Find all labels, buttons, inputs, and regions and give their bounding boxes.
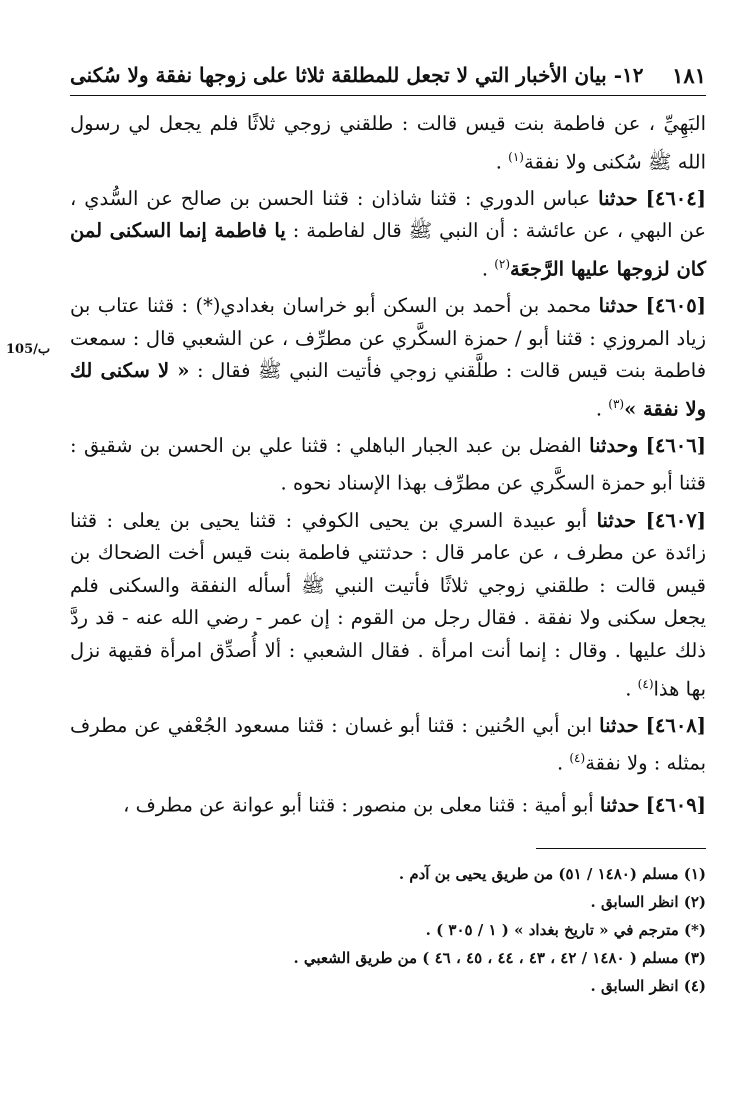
footnote: (٤) انظر السابق .: [590, 977, 706, 995]
paragraph-end: .: [625, 677, 638, 700]
paragraph-0: [70, 108, 706, 179]
paragraph-end: .: [481, 257, 495, 281]
footnote: (٣) مسلم ( ١٤٨٠ / ٤٢ ، ٤٣ ، ٤٤ ، ٤٥ ، ٤٦ ) من طريق الشعبي .: [293, 949, 706, 967]
paragraph-end: .: [595, 397, 609, 421]
hadith-number: [٤٦٠٤]: [645, 186, 706, 210]
paragraph-6: [70, 784, 706, 822]
footnote: (١) مسلم (١٤٨٠ / ٥١) من طريق يحيى بن آدم .: [398, 865, 706, 883]
paragraph-3: [70, 430, 706, 501]
paragraph-2: [70, 290, 706, 426]
hadith-text: عباس الدوري : قثنا شاذان : قثنا الحسن بن صالح عن السُّدي ، عن البهي ، عن عائشة : أن النبي ﷺ قال لفاطمة :: [70, 186, 706, 243]
hadith-text: أبو أمية : قثنا معلى بن منصور : قثنا أبو عوانة عن مطرف ،: [123, 793, 594, 817]
paragraph-end: .: [495, 150, 509, 174]
manuscript-folio-note: 105/ب: [6, 342, 51, 357]
hadith-text: محمد بن أحمد بن السكن أبو خراسان بغدادي(*) : قثنا عتاب بن زياد المروزي : قثنا أبو / حمزة السكَّري عن مطرِّف ، عن الشعبي قال : سمعت فاطمة بنت قيس قالت : طلَّقني زوجي فأتيت النبي ﷺ فقال :: [70, 293, 707, 383]
chapter-title: ١٢- بيان الأخبار التي لا تجعل للمطلقة ثلاثا على زوجها نفقة ولا سُكنى: [70, 63, 644, 87]
paragraph-1: [70, 183, 706, 286]
footnote-divider: [536, 848, 706, 849]
main-text: [70, 108, 706, 826]
hadith-number: [٤٦٠٥]: [645, 293, 706, 317]
footnote-marker: (٢): [494, 256, 511, 271]
hadith-number: [٤٦٠٧]: [645, 508, 706, 532]
transmission-keyword: حدثنا: [599, 713, 639, 737]
hadith-number: [٤٦٠٨]: [645, 713, 707, 737]
prophetic-saying: « لا سكنى لك ولا نفقة »: [70, 359, 706, 421]
hadith-text: ابن أبي الحُنين : قثنا أبو غسان : قثنا مسعود الجُعْفي عن مطرف بمثله : ولا نفقة: [70, 713, 706, 775]
transmission-keyword: حدثنا: [598, 186, 638, 210]
page-number: ١٨١: [672, 62, 706, 88]
footnote-marker: (٤): [637, 676, 654, 691]
hadith-number: [٤٦٠٩]: [645, 793, 706, 817]
footnotes: [70, 860, 706, 1000]
running-header: [70, 55, 706, 96]
hadith-number: [٤٦٠٦]: [645, 433, 706, 457]
hadith-text: البَهِيِّ ، عن فاطمة بنت قيس قالت : طلقني زوجي ثلاثًا فلم يجعل لي رسول الله ﷺ سُكنى ولا نفقة: [70, 112, 706, 174]
transmission-keyword: حدثنا: [596, 508, 637, 532]
footnote: (٢) انظر السابق .: [590, 893, 706, 911]
hadith-text: الفضل بن عبد الجبار الباهلي : قثنا علي بن الحسن بن شقيق : قثنا أبو حمزة السكَّري عن مطرِّف بهذا الإسناد نحوه .: [70, 433, 706, 495]
footnote-marker: (٤): [569, 751, 586, 766]
transmission-keyword: حدثنا: [599, 793, 640, 817]
footnote-marker: (٣): [608, 396, 625, 411]
footnote: (*) مترجم في « تاريخ بغداد » ( ١ / ٣٠٥ ) .: [425, 921, 706, 939]
prophetic-saying: يا فاطمة إنما السكنى لمن كان لزوجها عليها الرَّجعَة: [70, 219, 706, 281]
hadith-text: أبو عبيدة السري بن يحيى الكوفي : قثنا يحيى بن يعلى : قثنا زائدة عن مطرف ، عن عامر قال : حدثتني فاطمة بنت قيس أخت الضحاك بن قيس قالت : طلقني زوجي ثلاثًا فأتيت النبي ﷺ أسأله النفقة والسكنى فلم يجعل سكنى ولا نفقة . فقال رجل من القوم : إن عمر - رضي الله عنه - قد ردَّ ذلك عليها . وقال : إنما أنت امرأة . فقال الشعبي : ألا أُصدِّق امرأة فقيهة نزل بها هذا: [70, 508, 706, 700]
paragraph-end: .: [556, 751, 570, 775]
paragraph-4: [70, 505, 706, 706]
transmission-keyword: حدثنا: [598, 293, 639, 317]
paragraph-5: [70, 710, 706, 781]
transmission-keyword: وحدثنا: [589, 433, 639, 457]
footnote-marker: (١): [508, 149, 524, 164]
